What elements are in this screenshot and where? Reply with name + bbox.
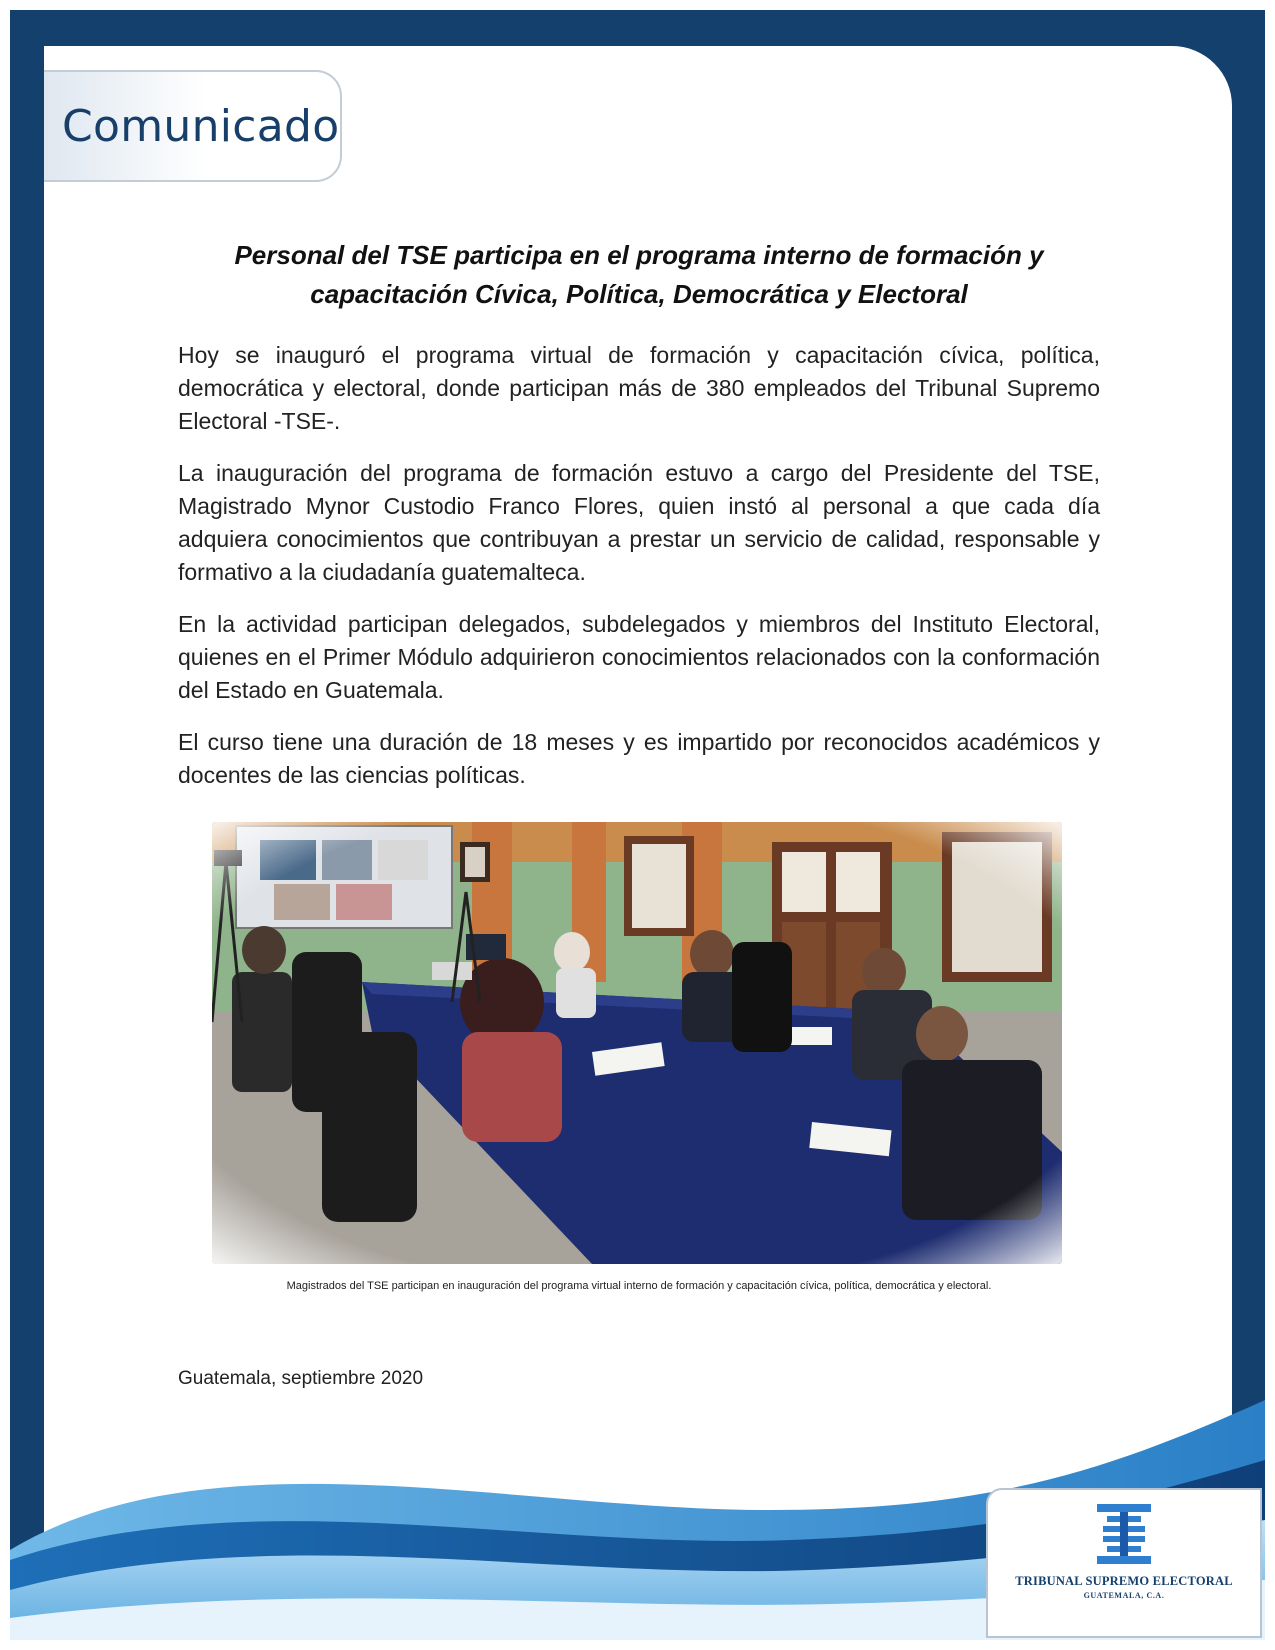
section-tab: [44, 70, 342, 182]
tse-logo: [986, 1488, 1262, 1638]
tse-seal-icon: [1089, 1500, 1159, 1570]
logo-location: GUATEMALA, C.A.: [1083, 1591, 1165, 1600]
section-title: Comunicado: [62, 100, 340, 152]
article-headline: Personal del TSE participa en el programa interno de formación y capacitación Cívica, Política, Democrática y Electoral: [234, 240, 1044, 309]
article-body: [178, 236, 1100, 792]
meeting-photo: [212, 822, 1062, 1264]
dateline: Guatemala, septiembre 2020: [178, 1368, 424, 1389]
photo-caption: Magistrados del TSE participan en inauguración del programa virtual interno de formación y capacitación cívica, política, democrática y electoral.: [286, 1280, 992, 1292]
article-paragraph: El curso tiene una duración de 18 meses y es impartido por reconocidos académicos y docentes de las ciencias políticas.: [178, 729, 1100, 788]
article-paragraph: En la actividad participan delegados, subdelegados y miembros del Instituto Electoral, quienes en el Primer Módulo adquirieron conocimientos relacionados con la conformación del Estado en Guatemala.: [178, 611, 1100, 703]
article-paragraph: Hoy se inauguró el programa virtual de formación y capacitación cívica, política, democrática y electoral, donde participan más de 380 empleados del Tribunal Supremo Electoral -TSE-.: [178, 342, 1100, 434]
article-paragraph: La inauguración del programa de formación estuvo a cargo del Presidente del TSE, Magistrado Mynor Custodio Franco Flores, quien instó al personal a que cada día adquiera conocimientos que contribuyan a prestar un servicio de calidad, responsable y formativo a la ciudadanía guatemalteca.: [178, 460, 1100, 585]
logo-name: TRIBUNAL SUPREMO ELECTORAL: [1015, 1574, 1233, 1588]
